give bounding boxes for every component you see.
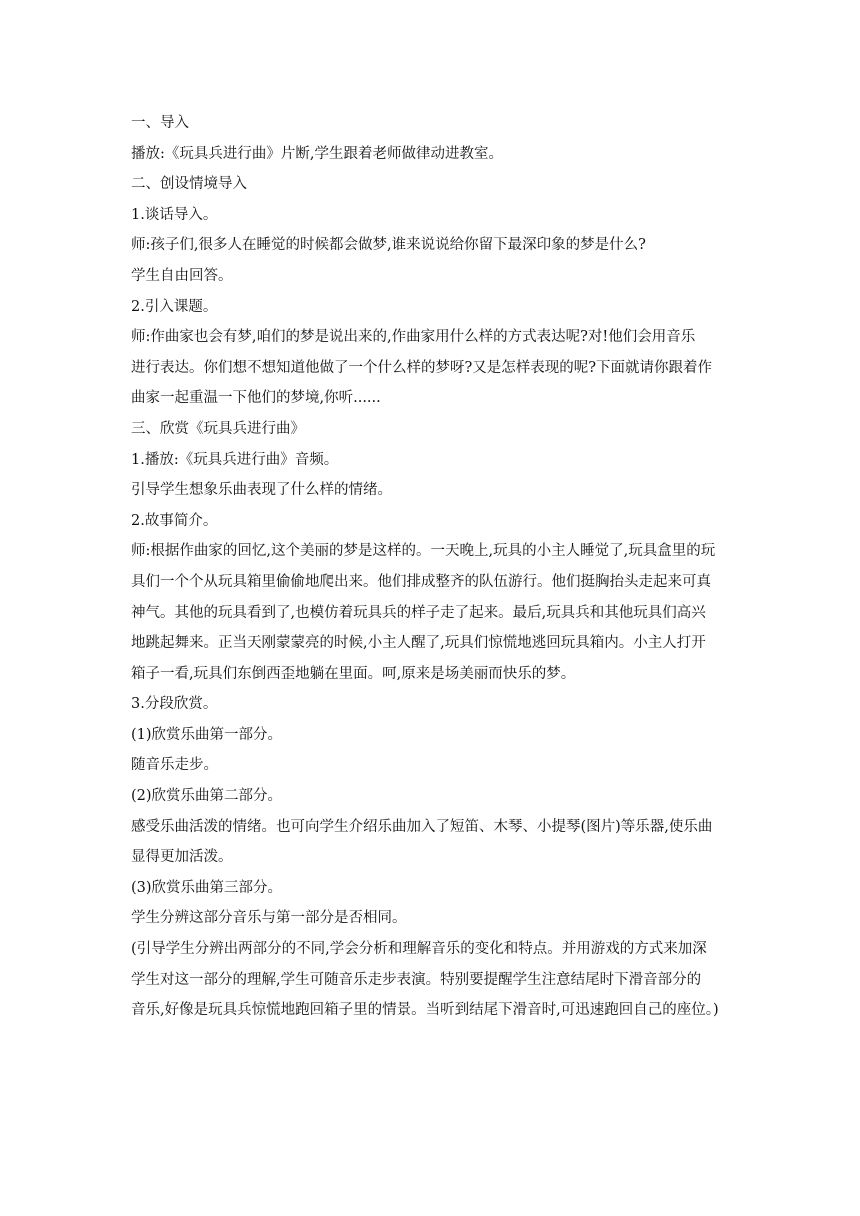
text-line: 具们一个个从玩具箱里偷偷地爬出来。他们排成整齐的队伍游行。他们挺胸抬头走起来可真	[131, 573, 711, 590]
subheading-line: (2)欣赏乐曲第二部分。	[131, 788, 283, 805]
subheading-line: 2.故事简介。	[131, 512, 218, 529]
text-line: 学生分辨这部分音乐与第一部分是否相同。	[131, 910, 407, 927]
text-line: 感受乐曲活泼的情绪。也可向学生介绍乐曲加入了短笛、木琴、小提琴(图片)等乐器,使乐曲	[131, 818, 713, 835]
section-heading-intro: 一、导入	[131, 115, 189, 131]
section-heading-appreciation: 三、欣赏《玩具兵进行曲》	[131, 420, 305, 437]
text-line: 显得更加活泼。	[131, 849, 233, 866]
text-line: 神气。其他的玩具看到了,也模仿着玩具兵的样子走了起来。最后,玩具兵和其他玩具们高兴	[131, 604, 706, 621]
text-line: 音乐,好像是玩具兵惊慌地跑回箱子里的情景。当听到结尾下滑音时,可迅速跑回自己的座位。)	[131, 1002, 719, 1019]
text-line: 引导学生想象乐曲表现了什么样的情绪。	[131, 482, 392, 499]
text-line: 学生自由回答。	[131, 267, 233, 284]
section-heading-scenario: 二、创设情境导入	[131, 176, 247, 193]
subheading-line: 3.分段欣赏。	[131, 696, 218, 713]
subheading-line: 1.播放:《玩具兵进行曲》音频。	[131, 451, 339, 468]
subheading-line: 2.引入课题。	[131, 298, 218, 315]
text-line: 师:根据作曲家的回忆,这个美丽的梦是这样的。一天晚上,玩具的小主人睡觉了,玩具盒里的玩	[131, 543, 716, 560]
text-line: 箱子一看,玩具们东倒西歪地躺在里面。呵,原来是场美丽而快乐的梦。	[131, 665, 576, 682]
text-line: 随音乐走步。	[131, 757, 218, 774]
text-line: 进行表达。你们想不想知道他做了一个什么样的梦呀?又是怎样表现的呢?下面就请你跟着作	[131, 359, 713, 376]
subheading-line: (1)欣赏乐曲第一部分。	[131, 726, 283, 743]
text-line: 曲家一起重温一下他们的梦境,你听......	[131, 390, 381, 407]
text-line: 师:作曲家也会有梦,咱们的梦是说出来的,作曲家用什么样的方式表达呢?对!他们会用音乐	[131, 329, 696, 346]
document-body	[131, 108, 741, 1026]
text-line: 播放:《玩具兵进行曲》片断,学生跟着老师做律动进教室。	[131, 145, 503, 162]
text-line: 地跳起舞来。正当天刚蒙蒙亮的时候,小主人醒了,玩具们惊慌地逃回玩具箱内。小主人打开	[131, 635, 706, 652]
text-line: 学生对这一部分的理解,学生可随音乐走步表演。特别要提醒学生注意结尾时下滑音部分的	[131, 971, 702, 988]
subheading-line: 1.谈话导入。	[131, 206, 218, 223]
text-line: 师:孩子们,很多人在睡觉的时候都会做梦,谁来说说给你留下最深印象的梦是什么?	[131, 237, 646, 254]
subheading-line: (3)欣赏乐曲第三部分。	[131, 879, 283, 896]
text-line: (引导学生分辨出两部分的不同,学会分析和理解音乐的变化和特点。并用游戏的方式来加深	[131, 941, 707, 958]
